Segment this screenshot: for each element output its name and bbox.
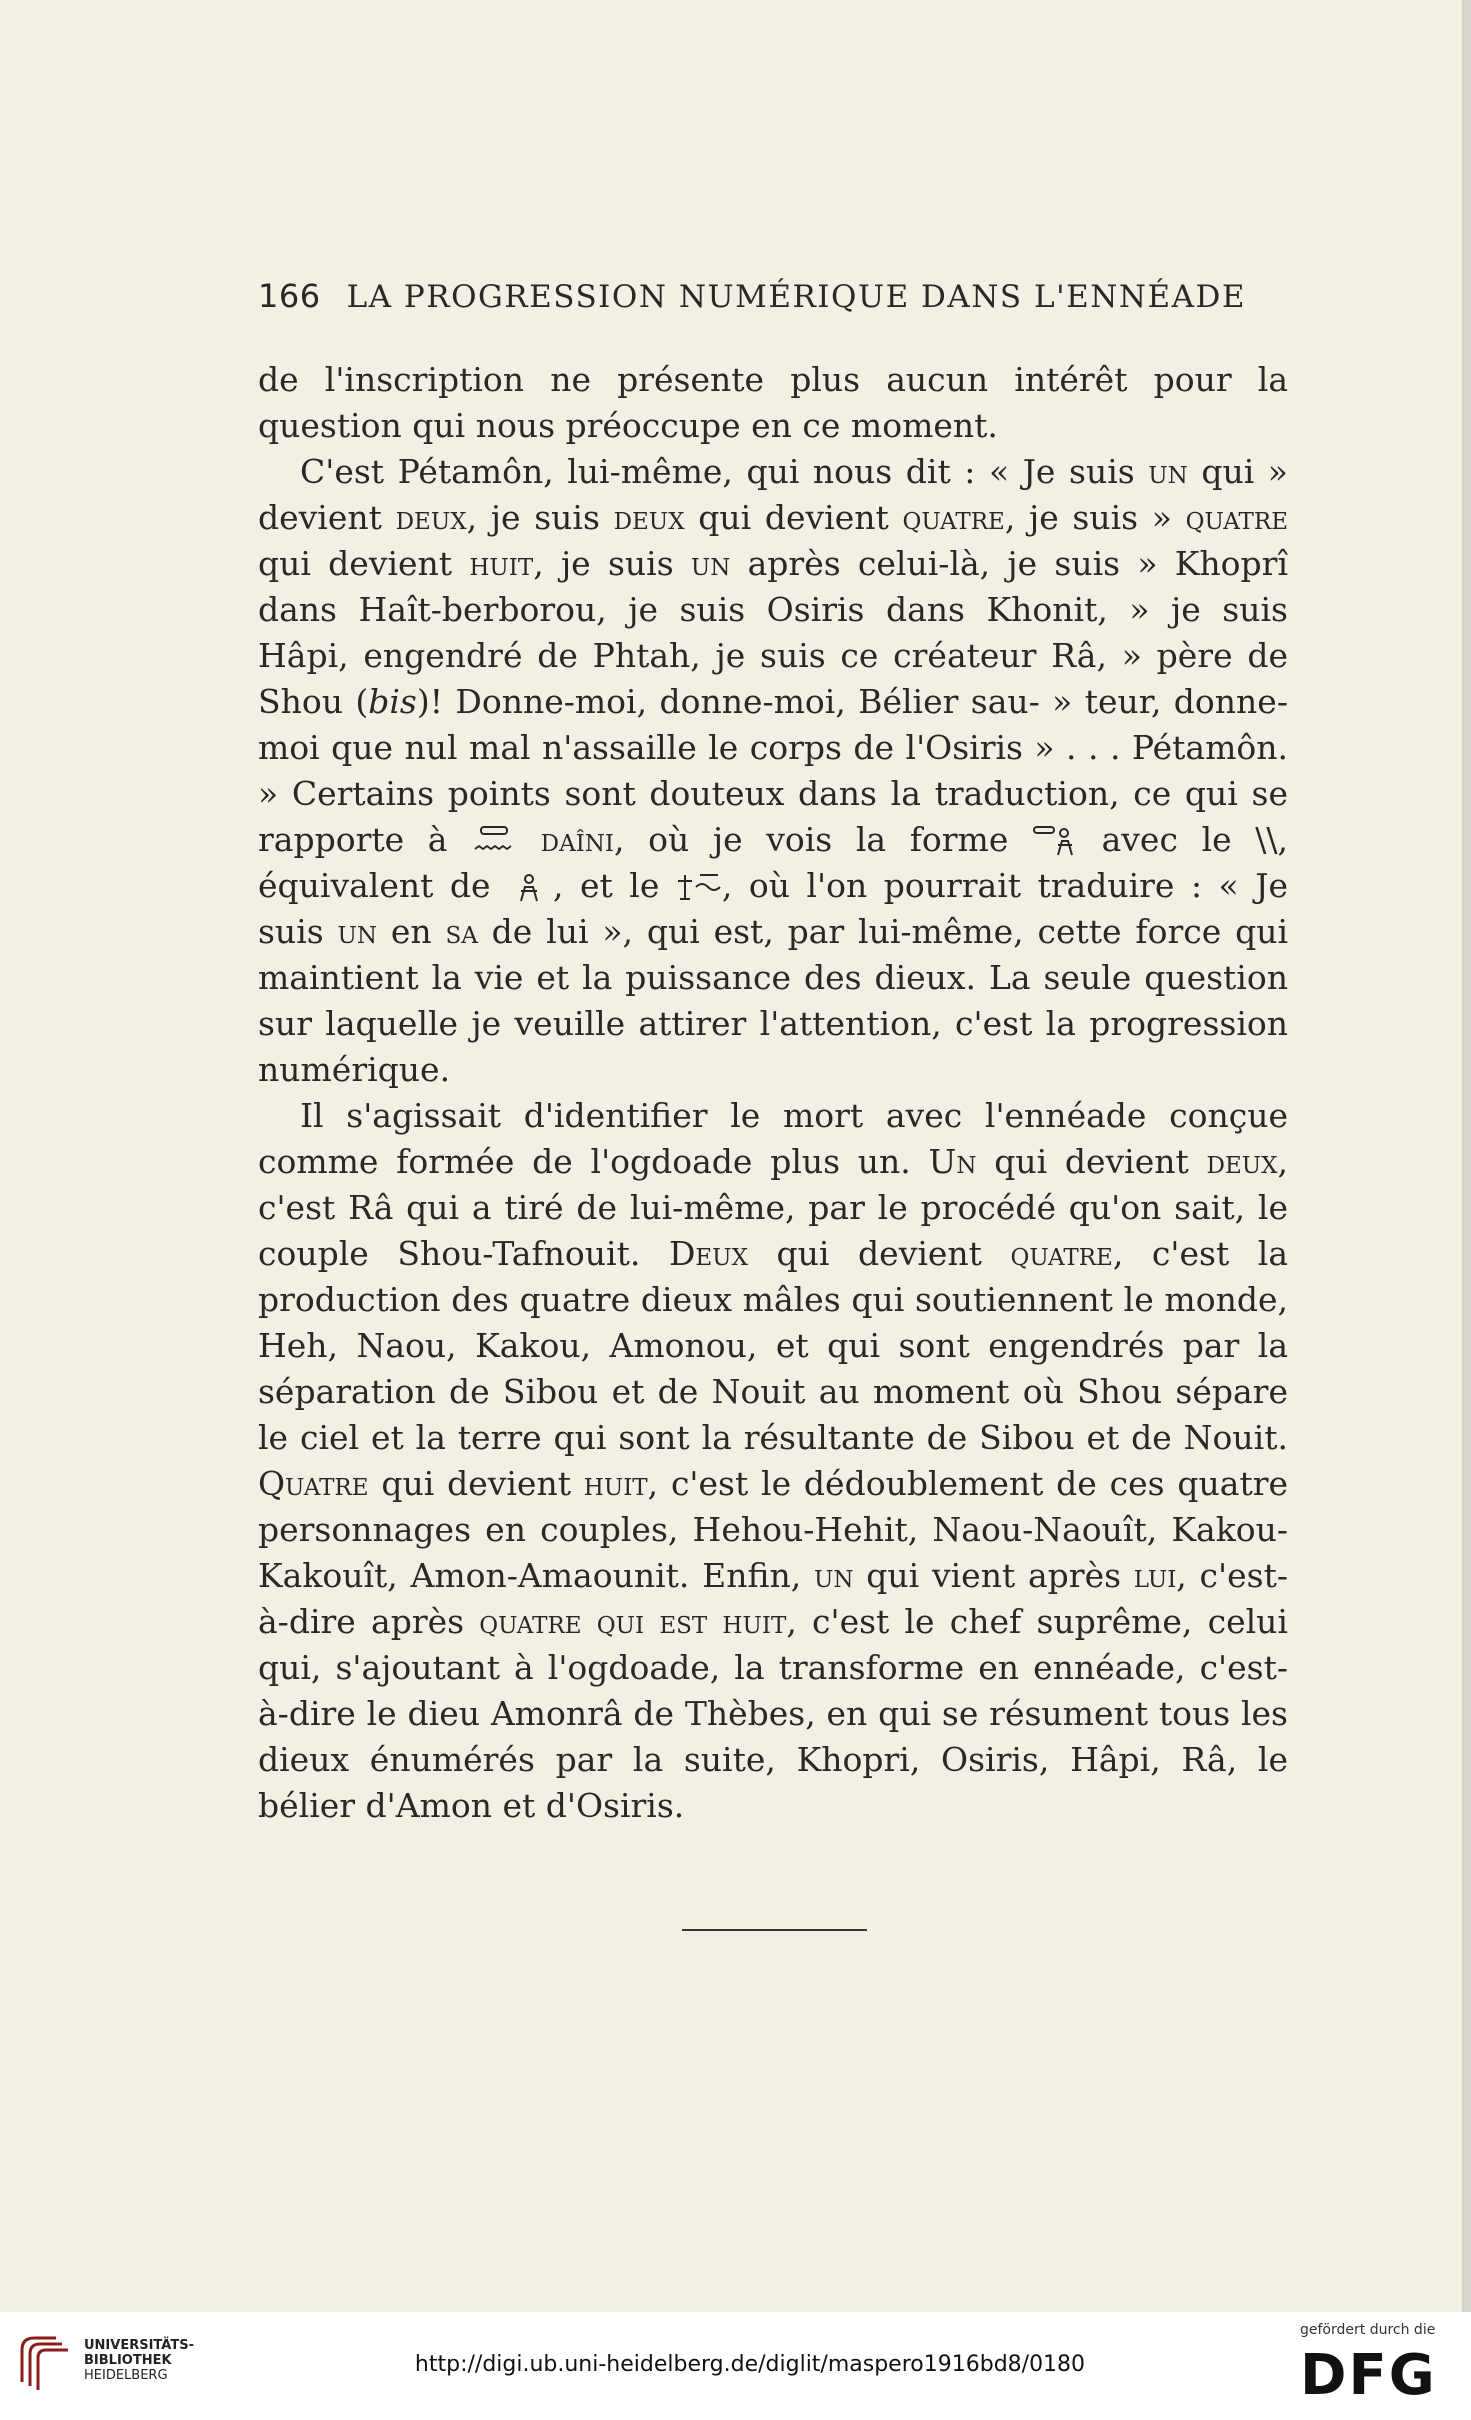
small-caps-word: huit [469,544,534,583]
text-span: qui vient après [853,1556,1134,1595]
text-span: avec le \\, équivalent de [258,820,1288,905]
text-span: qui devient [747,1234,1011,1273]
library-line-2: BIBLIOTHEK [84,2353,172,2368]
text-span: C'est Pétamôn, lui-même, qui nous dit : « Je suis [300,452,1149,491]
dfg-logo[interactable]: DFG [1300,2343,1437,2408]
text-span: , c'est-à-dire après [258,1556,1288,1641]
text-span: qui devient [368,1464,584,1503]
body-text [258,357,1288,1829]
page-number: 166 [258,277,321,315]
small-caps-word: deux [613,498,685,537]
text-span: qui » devient [258,452,1288,537]
text-span: , je suis [466,498,614,537]
small-caps-word: quatre [902,498,1005,537]
text-span: qui devient [684,498,903,537]
text-span: , où l'on pourrait traduire : « Je suis [258,866,1289,951]
small-caps-word: un [337,912,378,951]
small-caps-word: Un [928,1142,977,1181]
hieroglyph-daini-icon [471,825,517,859]
library-logo-icon[interactable] [16,2330,74,2392]
text-span: , c'est Râ qui a tiré de lui-même, par le procédé qu'on sait, le couple Shou-Tafnouit. [258,1142,1288,1273]
small-caps-word: un [1148,452,1188,491]
page-edge [1462,0,1471,2312]
text-span: , et le [553,866,676,905]
small-caps-word: un [814,1556,854,1595]
small-caps-word: deux [395,498,467,537]
small-caps-word: un [690,544,731,583]
hieroglyph-seated-figure-icon [507,871,553,905]
library-line-3: HEIDELBERG [84,2368,168,2383]
library-name[interactable] [84,2338,194,2383]
funding-note: gefördert durch die [1300,2322,1436,2338]
text-span: , je suis » [1004,498,1186,537]
small-caps-word: sa [445,912,478,951]
text-span: , où je vois la forme [614,820,1032,859]
text-span: , c'est le chef suprême, celui qui, s'ajoutant à l'ogdoade, la transforme en ennéade, c'est-à-dire le dieu Amonrâ de Thèbes, en qui se résument tous les dieux énumérés par la suite, Khopri, Osiris, Hâpi, Râ, le bélier d'Amon et d'Osiris. [258,1602,1288,1825]
running-header [258,276,1288,317]
hieroglyph-group-icon [676,871,722,905]
small-caps-word: quatre qui est huit [479,1602,787,1641]
small-caps-word: Deux [668,1234,748,1273]
hieroglyph-seated-figure-icon [1032,825,1078,859]
page-content [258,276,1288,1829]
text-span: , je suis [533,544,691,583]
paragraph-3 [258,1093,1288,1829]
small-caps-word: lui [1133,1556,1177,1595]
text-span: , c'est la production des quatre dieux mâles qui soutiennent le monde, Heh, Naou, Kakou, Amonou, et qui sont engendrés par la séparation de Sibou et de Nouit au moment où Shou sépare le ciel et la terre qui sont la résultante de Sibou et de Nouit. [258,1234,1289,1457]
library-line-1: UNIVERSITÄTS- [84,2338,194,2353]
text-span: de lui », qui est, par lui-même, cette force qui maintient la vie et la puissance des dieux. La seule question sur laquelle je veuille attirer l'attention, c'est la progression numérique. [258,912,1289,1089]
paragraph-2 [258,449,1288,1093]
text-span: Il s'agissait d'identifier le mort avec l'ennéade conçue comme formée de l'ogdoade plus un. [258,1096,1288,1181]
small-caps-word: deux [1206,1142,1278,1181]
text-span: en [377,912,446,951]
text-span: qui devient [258,544,470,583]
text-span: après celui-là, je suis » Khoprî dans Haît-berborou, je suis Osiris dans Khonit, » je suis Hâpi, engendré de Phtah, je suis ce créateur Râ, » père de Shou ( [258,544,1288,721]
text-span: , c'est le dédoublement de ces quatre personnages en couples, Hehou-Hehit, Naou-Naouît, Kakou-Kakouît, Amon-Amaounit. Enfin, [258,1464,1289,1595]
small-caps-word: quatre [1185,498,1289,537]
permalink-url[interactable]: http://digi.ub.uni-heidelberg.de/diglit/maspero1916bd8/0180 [414,2352,1086,2377]
small-caps-word: huit [583,1464,648,1503]
end-rule [682,1929,867,1931]
small-caps-word: quatre [1010,1234,1113,1273]
paragraph-1: de l'inscription ne présente plus aucun intérêt pour la question qui nous préoccupe en ce moment. [258,360,1288,445]
small-caps-word: daîni [517,820,615,859]
text-span: qui devient [976,1142,1207,1181]
italic-word: bis [368,682,417,721]
small-caps-word: Quatre [258,1464,369,1503]
running-title: LA PROGRESSION NUMÉRIQUE DANS L'ENNÉADE [346,279,1246,315]
text-span: )! Donne-moi, donne-moi, Bélier sau- » teur, donne-moi que nul mal n'assaille le corps de l'Osiris » . . . Pétamôn. » Certains points sont douteux dans la traduction, ce qui se rapporte à [258,682,1288,859]
